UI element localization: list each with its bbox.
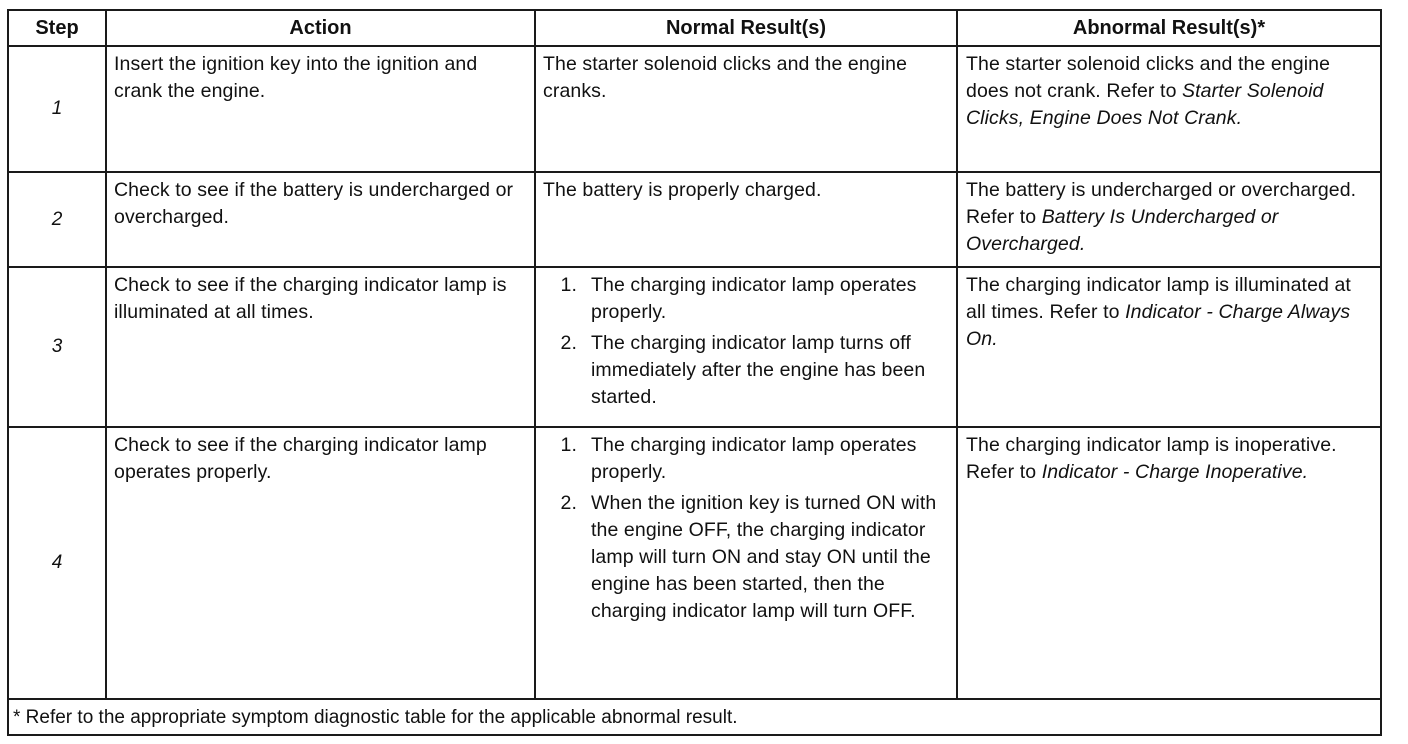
list-number: 2. <box>560 492 577 514</box>
table-row <box>8 46 1381 172</box>
step-number: 4 <box>8 427 106 699</box>
normal-result-cell <box>535 427 957 699</box>
list-item <box>543 490 950 625</box>
normal-result-list <box>543 272 950 411</box>
diagnostic-table <box>7 9 1382 736</box>
step-number: 1 <box>8 46 106 172</box>
table-row <box>8 267 1381 427</box>
abnormal-reference: Indicator - Charge Always On. <box>966 301 1351 350</box>
abnormal-text: The battery is undercharged or overcharged. Refer to <box>966 179 1357 228</box>
abnormal-reference: Indicator - Charge Inoperative. <box>1041 461 1309 483</box>
abnormal-result-cell <box>957 172 1381 267</box>
list-item <box>543 432 950 486</box>
abnormal-reference: Battery Is Undercharged or Overcharged. <box>966 206 1279 255</box>
list-item <box>543 272 950 326</box>
table-row <box>8 172 1381 267</box>
action-cell: Check to see if the charging indicator lamp is illuminated at all times. <box>106 267 535 427</box>
list-number: 1. <box>560 434 577 456</box>
header-abnormal-result: Abnormal Result(s)* <box>957 10 1381 46</box>
table-row <box>8 427 1381 699</box>
list-number: 1. <box>560 274 577 296</box>
header-normal-result: Normal Result(s) <box>535 10 957 46</box>
footnote: * Refer to the appropriate symptom diagnostic table for the applicable abnormal result. <box>8 699 1381 735</box>
normal-result-cell <box>535 267 957 427</box>
step-number: 2 <box>8 172 106 267</box>
list-text: The charging indicator lamp turns off immediately after the engine has been started. <box>591 332 926 408</box>
action-cell: Check to see if the charging indicator lamp operates properly. <box>106 427 535 699</box>
list-text: When the ignition key is turned ON with the engine OFF, the charging indicator lamp will turn ON and stay ON until the engine has been started, then the charging indicator lamp will turn OFF. <box>591 492 937 622</box>
header-action: Action <box>106 10 535 46</box>
header-row <box>8 10 1381 46</box>
abnormal-text: The starter solenoid clicks and the engine does not crank. Refer to <box>966 53 1331 102</box>
abnormal-result-cell <box>957 46 1381 172</box>
action-cell: Insert the ignition key into the ignition and crank the engine. <box>106 46 535 172</box>
abnormal-result-cell <box>957 427 1381 699</box>
normal-result-list <box>543 432 950 625</box>
abnormal-text: The charging indicator lamp is illuminated at all times. Refer to <box>966 274 1351 323</box>
list-number: 2. <box>560 332 577 354</box>
normal-result-cell: The starter solenoid clicks and the engine cranks. <box>535 46 957 172</box>
normal-result-cell: The battery is properly charged. <box>535 172 957 267</box>
list-item <box>543 330 950 411</box>
header-step: Step <box>8 10 106 46</box>
list-text: The charging indicator lamp operates properly. <box>591 434 917 483</box>
abnormal-result-cell <box>957 267 1381 427</box>
list-text: The charging indicator lamp operates properly. <box>591 274 917 323</box>
footnote-row <box>8 699 1381 735</box>
abnormal-reference: Starter Solenoid Clicks, Engine Does Not Crank. <box>966 80 1324 129</box>
abnormal-text: The charging indicator lamp is inoperative. Refer to <box>966 434 1337 483</box>
action-cell: Check to see if the battery is undercharged or overcharged. <box>106 172 535 267</box>
step-number: 3 <box>8 267 106 427</box>
